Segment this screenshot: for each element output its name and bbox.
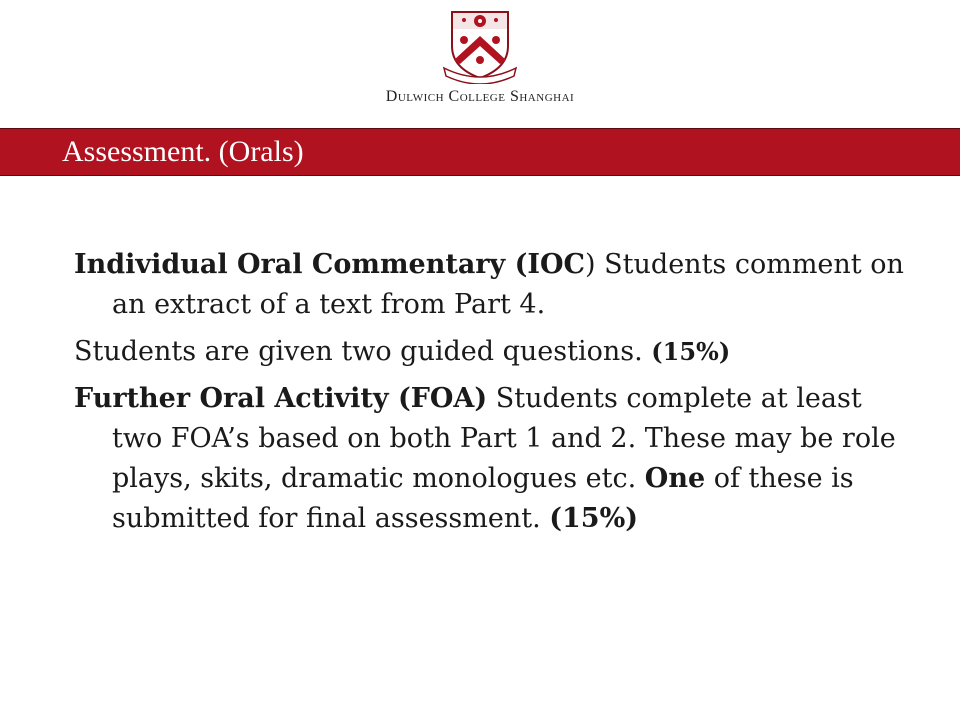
slide-body — [74, 245, 904, 546]
foa-weight: (15%) — [549, 503, 639, 534]
ioc-text: Students comment on an extract of a text from Part 4. — [112, 249, 904, 320]
guided-weight: (15%) — [651, 337, 731, 366]
guided-paragraph — [74, 332, 904, 372]
ioc-heading-close: ) — [585, 249, 596, 280]
college-crest-logo — [430, 8, 530, 84]
guided-text: Students are given two guided questions. — [74, 336, 652, 367]
foa-paragraph — [74, 379, 904, 539]
foa-emphasis: One — [644, 463, 706, 494]
foa-text-1: Students complete at least two FOA’s based on both Part 1 and 2. These may be role plays, skits, dramatic monologues etc. — [112, 383, 896, 494]
ioc-paragraph — [74, 245, 904, 325]
school-name: Dulwich College Shanghai — [385, 88, 575, 105]
ioc-heading: Individual Oral Commentary (IOC — [74, 249, 586, 280]
crest-icon — [430, 8, 530, 84]
title-bar — [0, 128, 960, 176]
foa-heading: Further Oral Activity (FOA) — [74, 383, 488, 414]
slide-title: Assessment. (Orals) — [62, 135, 304, 168]
foa-text-2: of these is submitted for final assessment. — [112, 463, 854, 534]
